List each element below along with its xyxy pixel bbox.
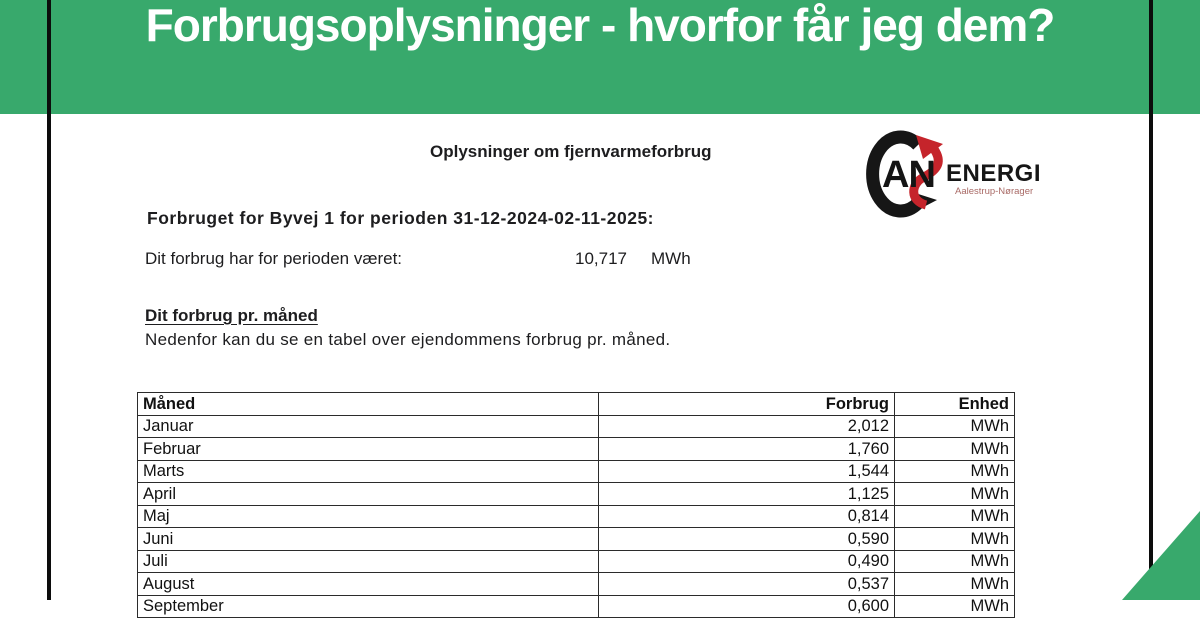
column-header: Enhed: [895, 393, 1015, 416]
company-logo: [860, 133, 1042, 215]
unit-cell: MWh: [895, 573, 1015, 596]
table-row: [138, 505, 1015, 528]
table-row: [138, 573, 1015, 596]
unit-cell: MWh: [895, 415, 1015, 438]
unit-cell: MWh: [895, 550, 1015, 573]
page-title: Forbrugsoplysninger - hvorfor får jeg dem?: [145, 0, 1055, 51]
unit-cell: MWh: [895, 438, 1015, 461]
usage-value: 10,717: [575, 249, 627, 268]
value-cell: 0,600: [599, 595, 895, 618]
logo-energi-text: ENERGI: [946, 160, 1042, 187]
table-row: [138, 438, 1015, 461]
logo-an-text: AN: [882, 154, 935, 196]
value-cell: 1,760: [599, 438, 895, 461]
consumption-table-body: [138, 415, 1015, 618]
right-frame-line: [1149, 0, 1153, 600]
value-cell: 1,125: [599, 483, 895, 506]
value-cell: 0,590: [599, 528, 895, 551]
consumption-table-head: [138, 393, 1015, 416]
month-cell: Juni: [138, 528, 599, 551]
value-cell: 0,490: [599, 550, 895, 573]
month-cell: August: [138, 573, 599, 596]
unit-cell: MWh: [895, 505, 1015, 528]
table-row: [138, 483, 1015, 506]
month-cell: September: [138, 595, 599, 618]
period-title: Forbruget for Byvej 1 for perioden 31-12-2024-02-11-2025:: [147, 208, 655, 228]
table-row: [138, 528, 1015, 551]
unit-cell: MWh: [895, 460, 1015, 483]
unit-cell: MWh: [895, 483, 1015, 506]
table-row: [138, 595, 1015, 618]
title-banner: [0, 0, 1200, 114]
value-cell: 0,537: [599, 573, 895, 596]
value-cell: 1,544: [599, 460, 895, 483]
column-header: Måned: [138, 393, 599, 416]
month-cell: Maj: [138, 505, 599, 528]
consumption-table: [137, 392, 1015, 618]
unit-cell: MWh: [895, 528, 1015, 551]
table-row: [138, 550, 1015, 573]
table-row: [138, 460, 1015, 483]
column-header: Forbrug: [599, 393, 895, 416]
usage-unit: MWh: [651, 249, 691, 268]
month-cell: Februar: [138, 438, 599, 461]
usage-label: Dit forbrug har for perioden været:: [145, 249, 403, 268]
monthly-consumption-heading: Dit forbrug pr. måned: [145, 306, 318, 325]
monthly-consumption-subtext: Nedenfor kan du se en tabel over ejendommens forbrug pr. måned.: [145, 330, 671, 349]
logo-subtitle-text: Aalestrup-Nørager: [955, 186, 1034, 197]
month-cell: April: [138, 483, 599, 506]
month-cell: Januar: [138, 415, 599, 438]
unit-cell: MWh: [895, 595, 1015, 618]
value-cell: 0,814: [599, 505, 895, 528]
table-header-row: [138, 393, 1015, 416]
table-row: [138, 415, 1015, 438]
left-frame-line: [47, 0, 51, 600]
value-cell: 2,012: [599, 415, 895, 438]
document-heading: Oplysninger om fjernvarmeforbrug: [430, 142, 712, 161]
month-cell: Juli: [138, 550, 599, 573]
corner-triangle-decoration: [1122, 511, 1200, 600]
month-cell: Marts: [138, 460, 599, 483]
